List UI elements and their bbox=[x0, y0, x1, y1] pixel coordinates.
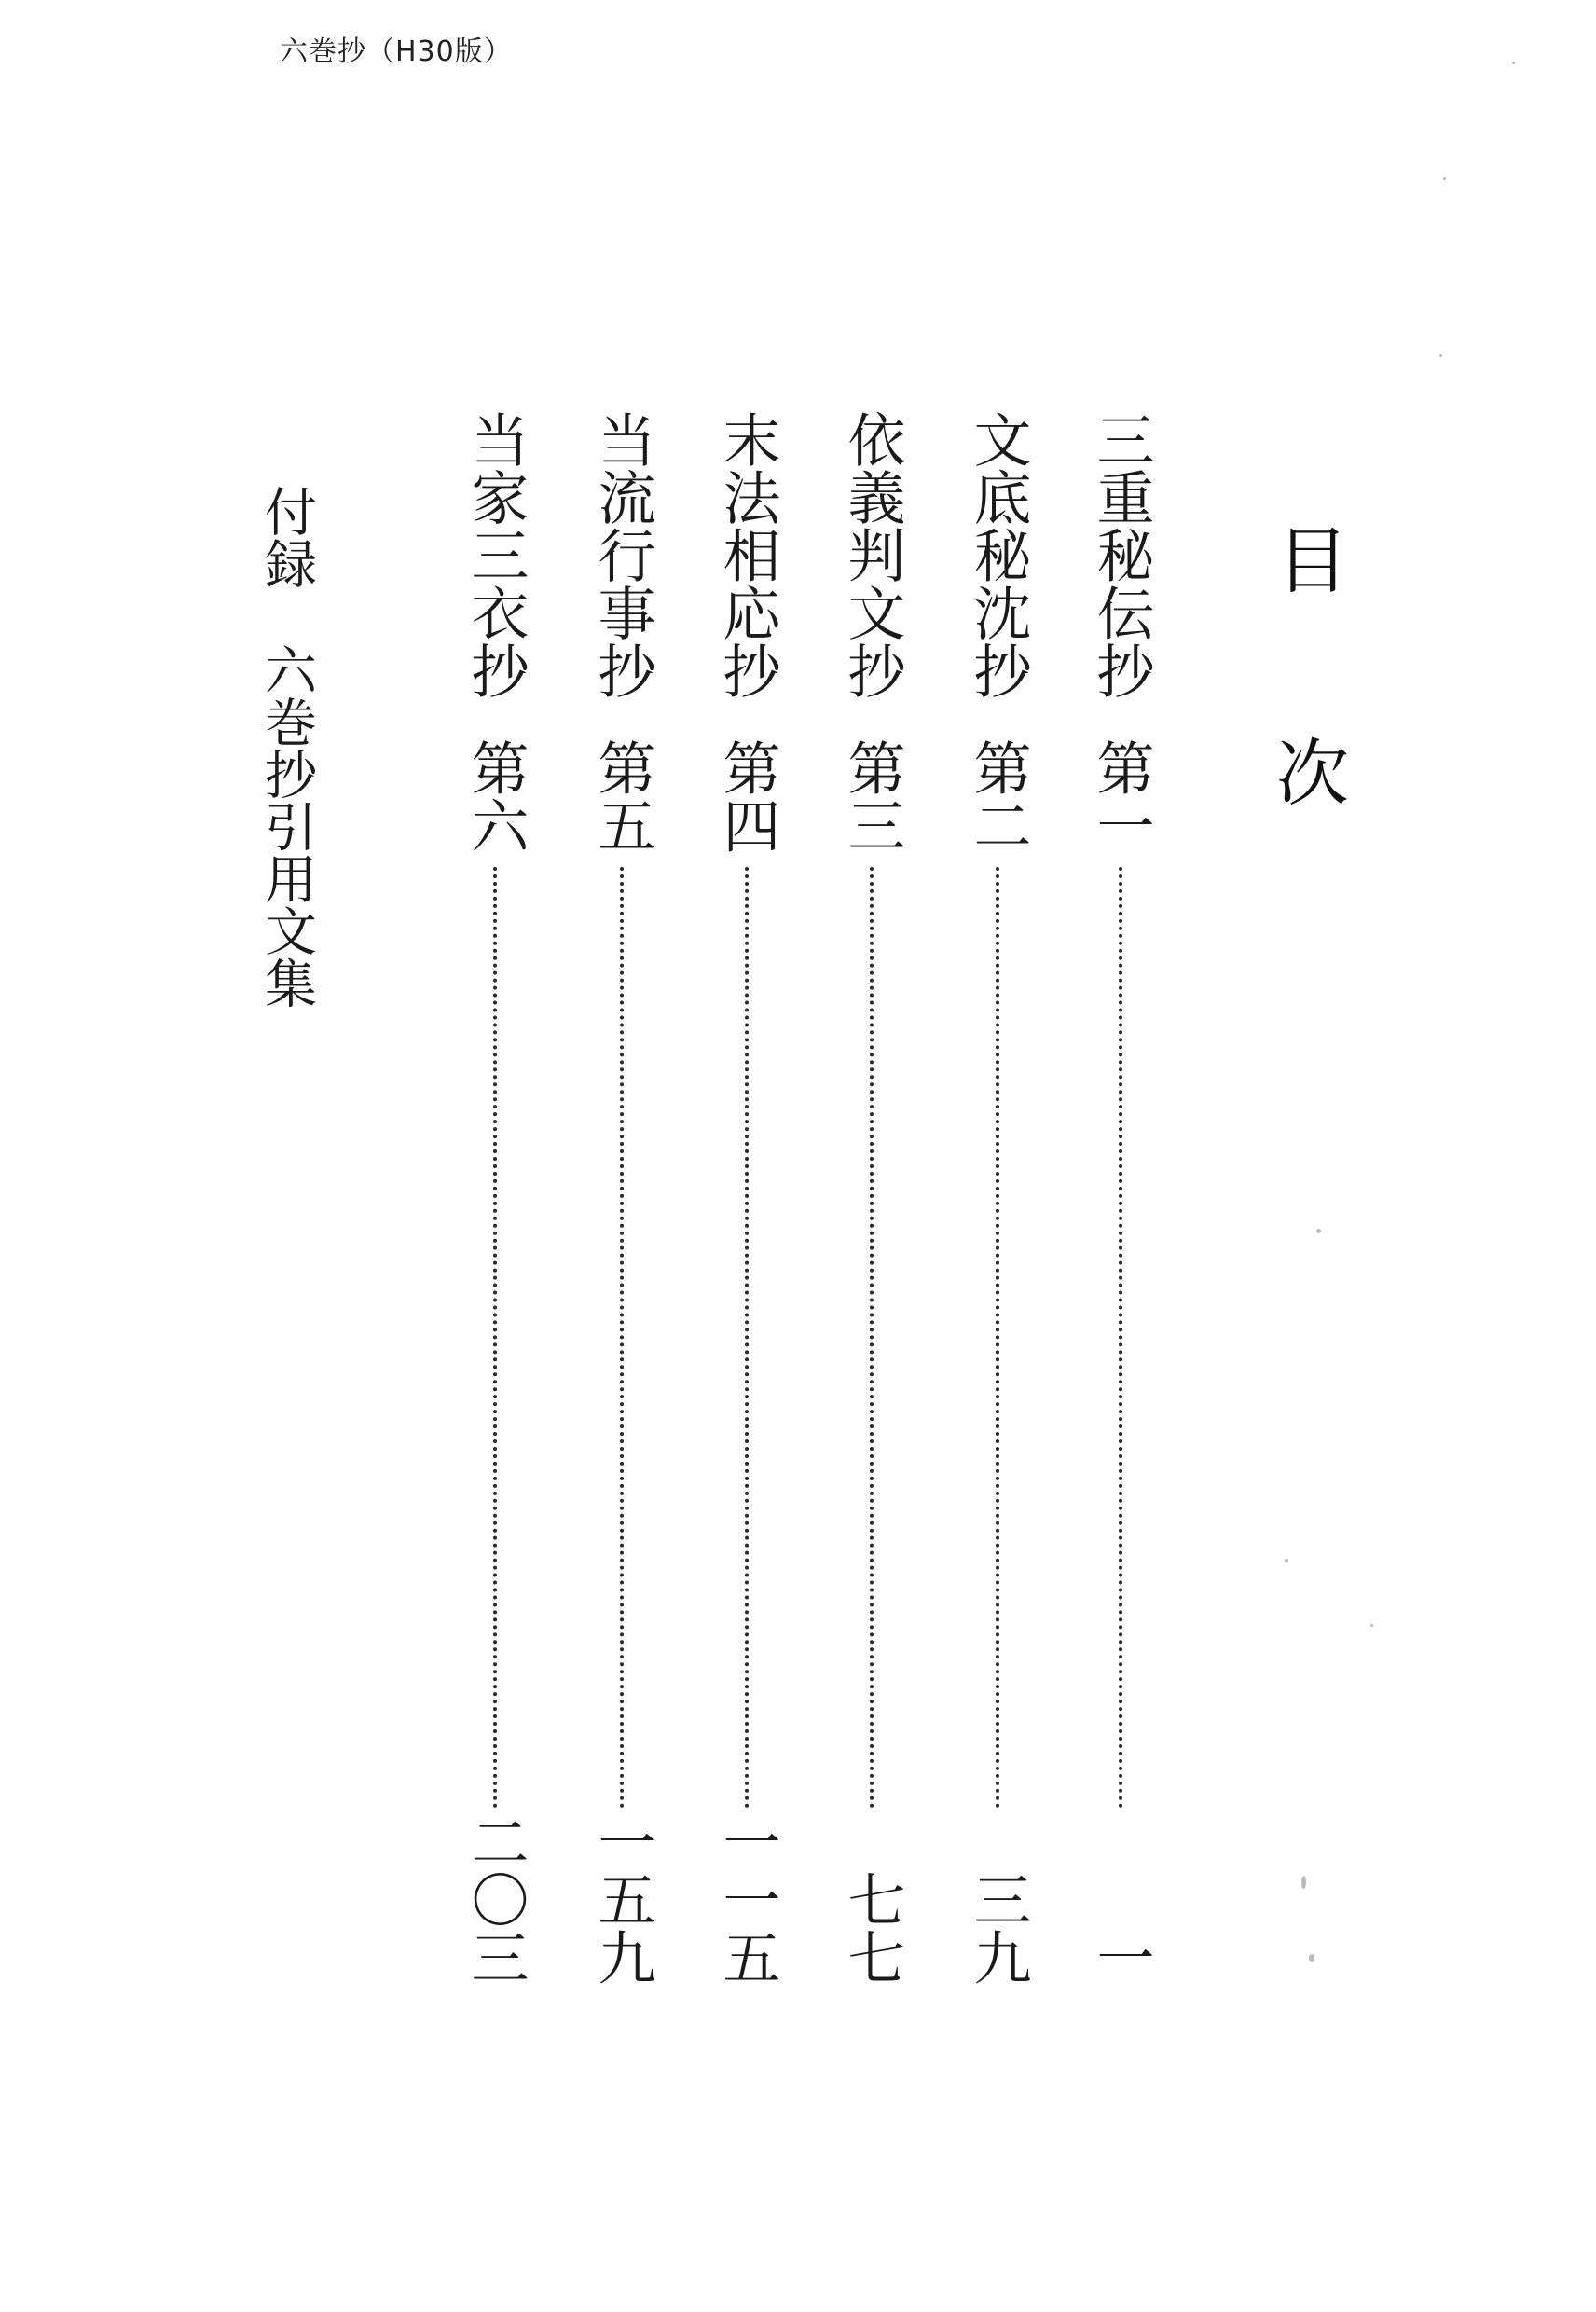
dotted-leader bbox=[745, 867, 749, 1809]
toc-entry-chapter: 第一 bbox=[1087, 738, 1155, 854]
appendix-prefix: 付録 bbox=[256, 485, 317, 589]
toc-entry-title: 末法相応抄 bbox=[713, 410, 781, 699]
scan-speck bbox=[1512, 62, 1515, 64]
dotted-leader bbox=[1119, 867, 1122, 1809]
toc-entry-title: 当流行事抄 bbox=[588, 410, 656, 699]
toc-entry-chapter: 第三 bbox=[838, 738, 906, 854]
toc-entry[interactable] bbox=[1088, 410, 1153, 1986]
scan-speck bbox=[1370, 1624, 1373, 1627]
toc-entry-page: 二〇三 bbox=[461, 1812, 530, 1986]
toc-entry-page: 一一五 bbox=[713, 1812, 781, 1986]
toc-entry-chapter: 第六 bbox=[461, 738, 530, 854]
dotted-leader bbox=[870, 867, 874, 1809]
toc-entry-page: 七七 bbox=[838, 1870, 906, 1986]
toc-entry-page: 一五九 bbox=[588, 1812, 656, 1986]
scan-speck bbox=[1439, 354, 1442, 357]
scan-speck bbox=[1301, 1876, 1306, 1889]
scan-speck bbox=[1316, 1229, 1321, 1233]
toc-entry-page: 三九 bbox=[964, 1870, 1032, 1986]
toc-entry[interactable] bbox=[589, 410, 654, 1986]
dotted-leader bbox=[996, 867, 999, 1809]
running-header: 六巻抄（H30版） bbox=[280, 35, 513, 68]
toc-entry[interactable] bbox=[714, 410, 779, 1986]
toc-entry-page: 一 bbox=[1087, 1928, 1155, 1986]
toc-entry-title: 三重秘伝抄 bbox=[1087, 410, 1155, 699]
toc-entry[interactable] bbox=[839, 410, 904, 1986]
toc-entry[interactable] bbox=[462, 410, 528, 1986]
scan-speck bbox=[1443, 177, 1446, 180]
toc-entry-title: 依義判文抄 bbox=[838, 410, 906, 699]
toc-entry-chapter: 第五 bbox=[588, 738, 656, 854]
toc-entry-chapter: 第四 bbox=[713, 738, 781, 854]
dotted-leader bbox=[493, 867, 497, 1809]
scan-speck bbox=[1285, 1559, 1288, 1562]
scan-speck bbox=[1309, 1954, 1314, 1962]
page-title: 目次 bbox=[1264, 522, 1348, 947]
toc-entry-title: 当家三衣抄 bbox=[461, 410, 530, 699]
appendix-entry[interactable] bbox=[256, 485, 316, 1009]
dotted-leader bbox=[620, 867, 624, 1809]
toc-entry-title: 文底秘沈抄 bbox=[964, 410, 1032, 699]
toc-entry-chapter: 第二 bbox=[964, 738, 1032, 854]
appendix-title: 六巻抄引用文集 bbox=[256, 643, 317, 1009]
toc-entry[interactable] bbox=[965, 410, 1030, 1986]
